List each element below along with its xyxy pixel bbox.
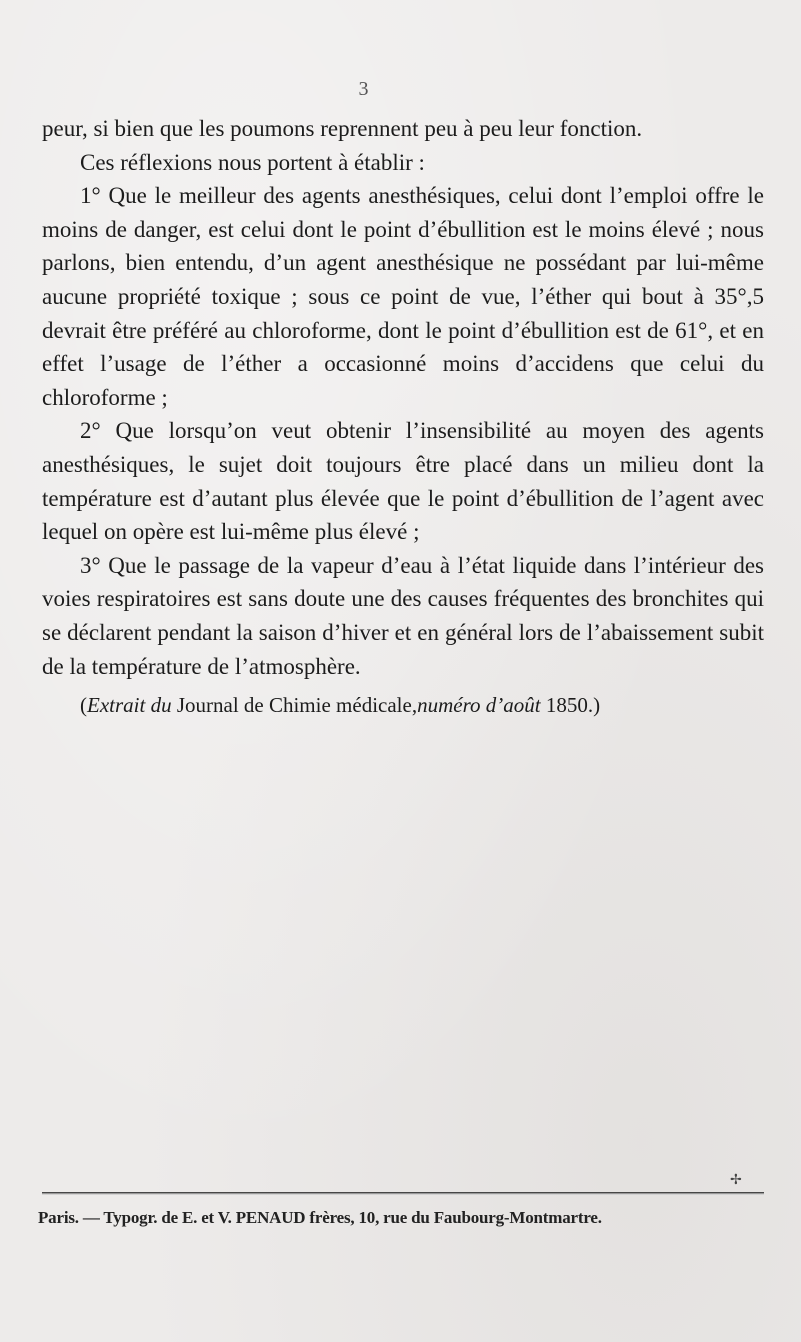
citation-extrait: Extrait du [87,693,172,718]
source-citation [42,689,764,723]
footer-rule [42,1192,764,1195]
paragraph-continuation: peur, si bien que les poumons reprennent peu à peu leur fonction. [42,116,643,141]
ornament-mark: ✢ [730,1173,742,1188]
paragraph-point-3: 3° Que le passage de la vapeur d’eau à l’état liquide dans l’intérieur des voies respiratoires est sans doute une des causes fréquentes des bronchites qui se déclarent pendant la saison d’hiver et en général lors de l’abaissement subit de la température de l’atmosphère. [42,552,764,679]
citation-close: ) [593,693,601,718]
body-text [42,112,764,723]
citation-open: ( [80,693,87,718]
paragraph-intro: Ces réflexions nous portent à établir : [80,149,425,175]
paragraph-point-1: 1° Que le meilleur des agents anesthésiques, celui dont l’emploi offre le moins de danger, est celui dont le point d’ébullition est le moins élevé ; nous parlons, bien entendu, d’un agent anesthésique ne possédant par lui-même aucune propriété toxique ; sous ce point de vue, l’éther qui bout à 35°,5 devrait être préféré au chloroforme, dont le point d’ébullition est de 61°, et en effet l’usage de l’éther a occasionné moins d’accidens que celui du chloroforme ; [42,183,764,410]
paragraph-point-2: 2° Que lorsqu’on veut obtenir l’insensibilité au moyen des agents anesthésiques, le sujet doit toujours être placé dans un milieu dont la température est d’autant plus élevée que le point d’ébullition de l’agent avec lequel on opère est lui-même plus élevé ; [42,418,764,545]
citation-year: 1850. [540,693,594,718]
citation-issue: numéro d’août [417,693,541,718]
printer-imprint: Paris. — Typogr. de E. et V. PENAUD frères, 10, rue du Faubourg-Montmartre. [38,1208,602,1227]
page-number: 3 [358,78,370,100]
citation-source: Journal de Chimie médicale, [171,693,418,718]
